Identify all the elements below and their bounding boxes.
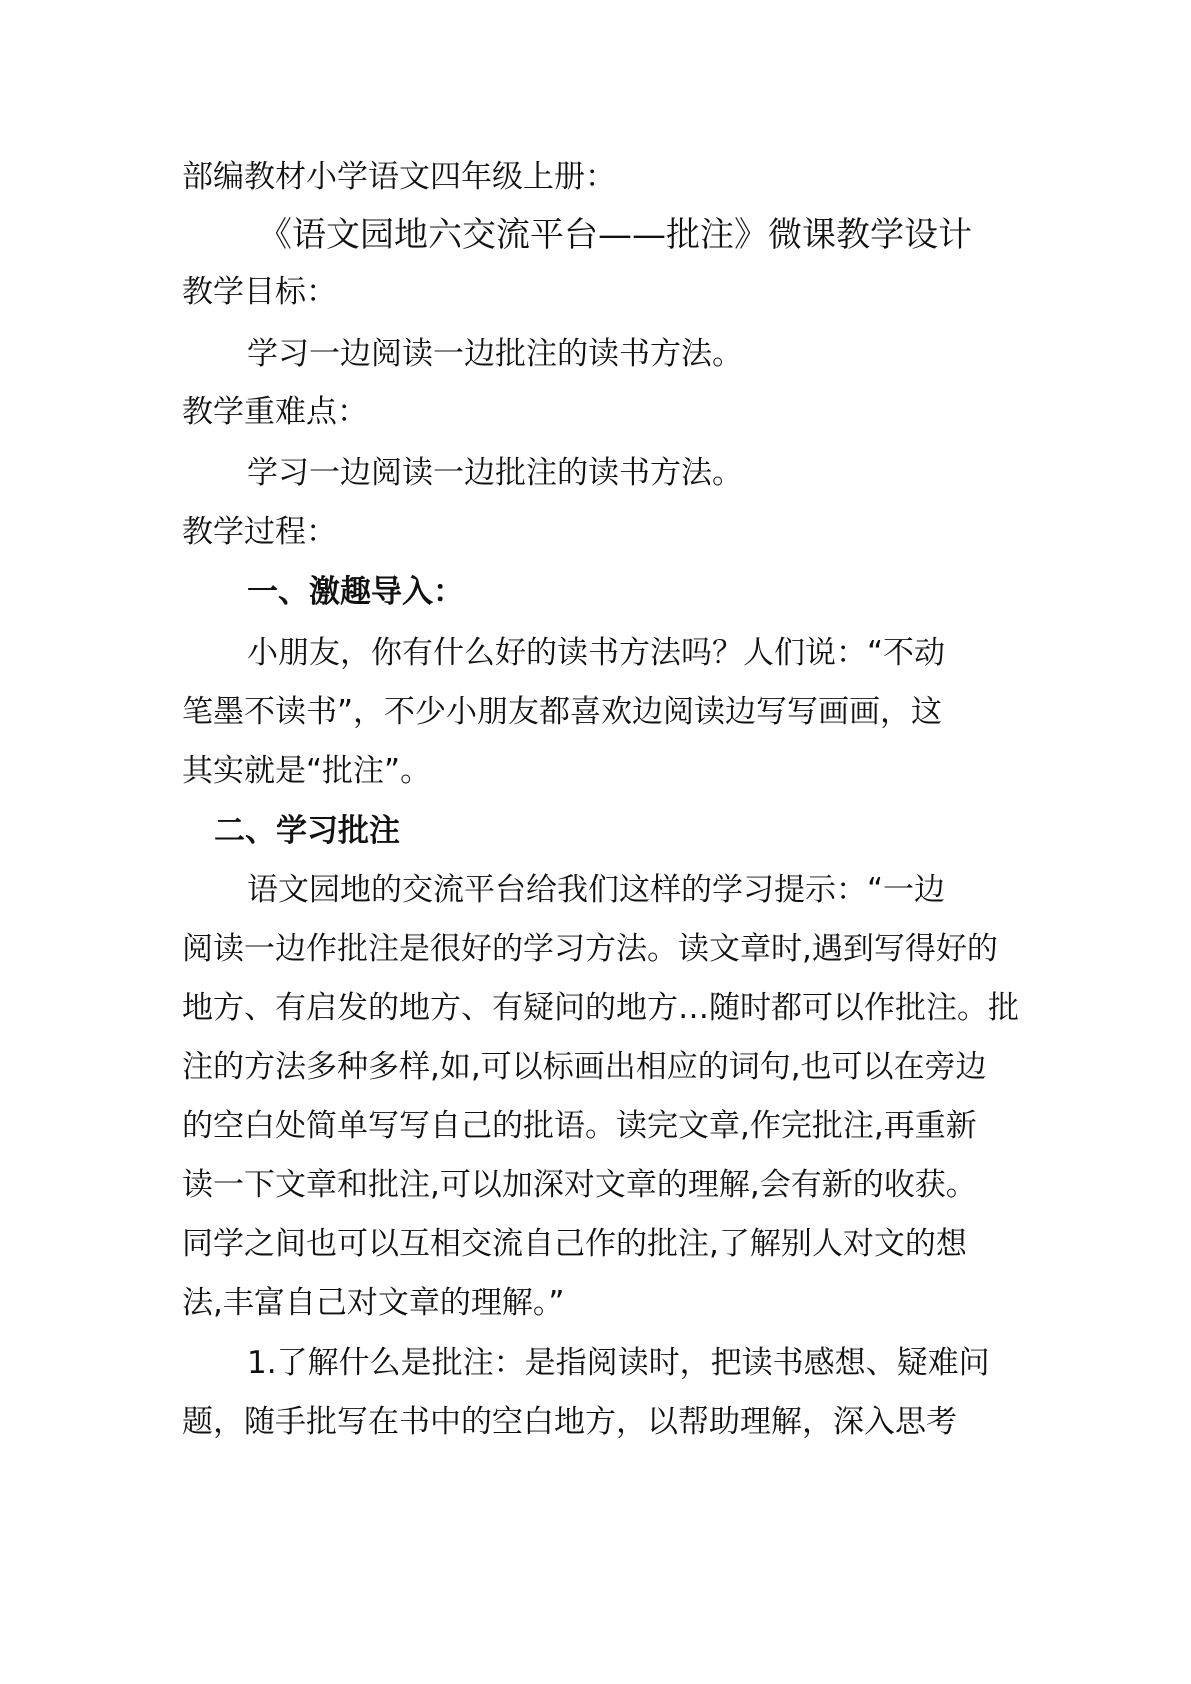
section2-line-1: 语文园地的交流平台给我们这样的学习提示：“一边 xyxy=(247,872,946,908)
goal-text: 学习一边阅读一边批注的读书方法。 xyxy=(247,336,743,372)
key-text: 学习一边阅读一边批注的读书方法。 xyxy=(247,455,743,491)
section2-heading: 二、学习批注 xyxy=(214,813,400,849)
section1-line-1: 小朋友，你有什么好的读书方法吗？人们说：“不动 xyxy=(247,635,946,671)
section1-line-2: 笔墨不读书”，不少小朋友都喜欢边阅读边写写画画，这 xyxy=(182,694,943,730)
section2-line-6: 读一下文章和批注,可以加深对文章的理解,会有新的收获。 xyxy=(182,1167,977,1203)
section2-line-5: 的空白处简单写写自己的批语。读完文章,作完批注,再重新 xyxy=(182,1108,977,1144)
section2-line-2: 阅读一边作批注是很好的学习方法。读文章时,遇到写得好的 xyxy=(182,931,998,967)
section1-heading: 一、激趣导入： xyxy=(247,574,464,610)
point1-line-1: 1.了解什么是批注：是指阅读时，把读书感想、疑难问 xyxy=(247,1345,990,1381)
section2-line-8: 法,丰富自己对文章的理解。” xyxy=(182,1285,565,1321)
section1-line-3: 其实就是“批注”。 xyxy=(182,753,432,789)
process-label: 教学过程： xyxy=(182,514,337,550)
section2-line-3: 地方、有启发的地方、有疑问的地方…随时都可以作批注。批 xyxy=(182,990,1019,1026)
point1-line-2: 题，随手批写在书中的空白地方，以帮助理解，深入思考 xyxy=(182,1404,957,1440)
section2-line-7: 同学之间也可以互相交流自己作的批注,了解别人对文的想 xyxy=(182,1226,967,1262)
key-label: 教学重难点： xyxy=(182,394,368,430)
doc-subtitle: 部编教材小学语文四年级上册： xyxy=(182,159,616,195)
section2-line-4: 注的方法多种多样,如,可以标画出相应的词句,也可以在旁边 xyxy=(182,1049,987,1085)
goal-label: 教学目标： xyxy=(182,274,337,310)
doc-title: 《语文园地六交流平台——批注》微课教学设计 xyxy=(258,215,972,255)
